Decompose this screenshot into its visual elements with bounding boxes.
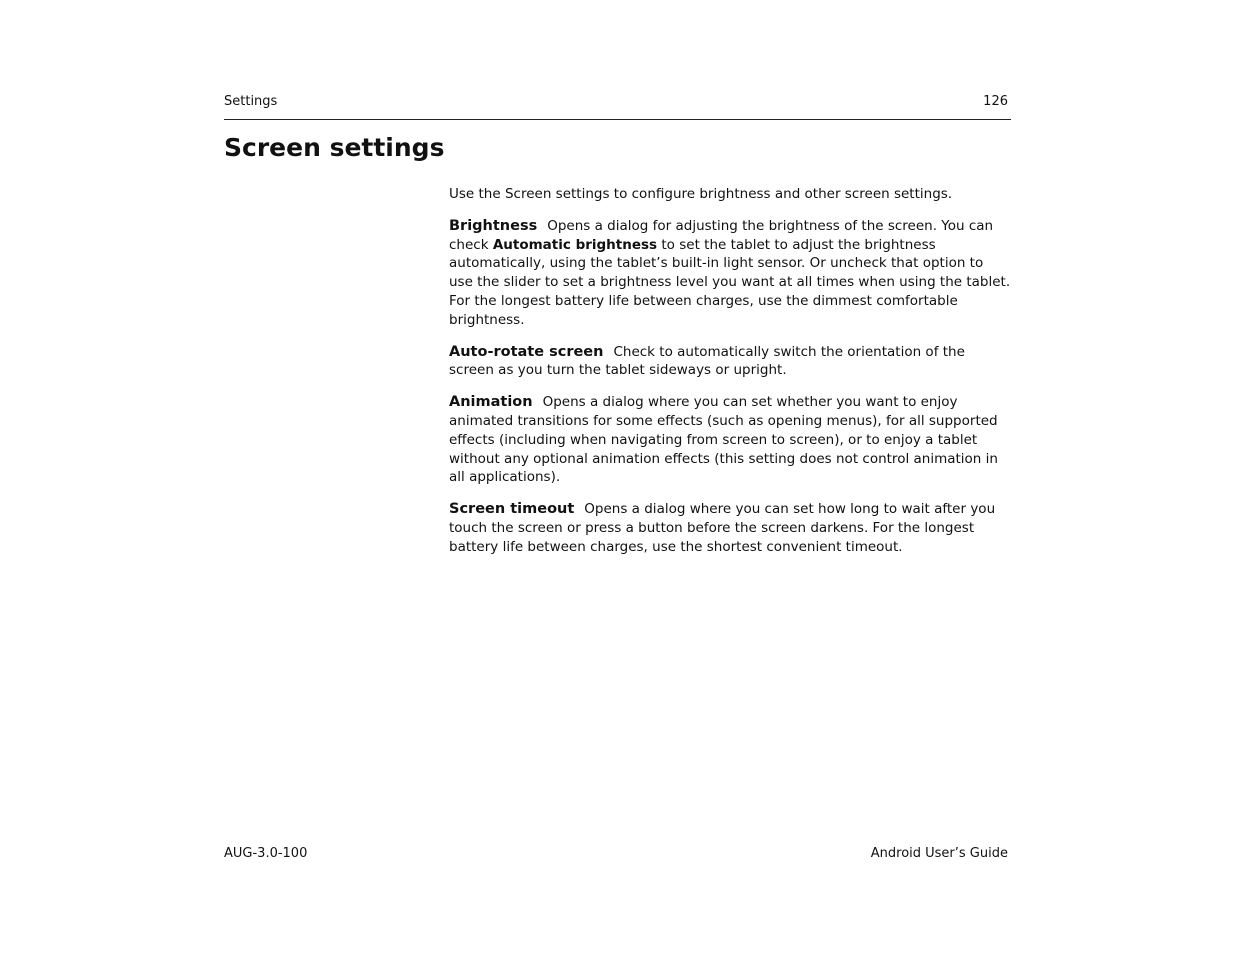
page-title: Screen settings — [224, 133, 445, 162]
entry-term: Screen timeout — [449, 501, 575, 518]
page-header — [224, 93, 1011, 120]
footer-doc-id: AUG-3.0-100 — [224, 846, 308, 861]
entry-brightness — [449, 217, 1011, 330]
entry-term: Brightness — [449, 217, 538, 234]
entry-text: Check to automatically switch the orientation of the screen as you turn the tablet sideways or upright. — [449, 343, 965, 379]
entry-auto-rotate-screen — [449, 343, 1011, 381]
footer-guide-name: Android User’s Guide — [870, 846, 1008, 861]
entry-term: Animation — [449, 394, 533, 411]
entry-text-before: Opens a dialog for adjusting the brightness of the screen. You can check — [449, 217, 994, 253]
header-section-name: Settings — [224, 94, 278, 109]
entry-inline-bold: Automatic brightness — [492, 236, 658, 253]
entry-screen-timeout — [449, 500, 1011, 556]
header-page-number: 126 — [983, 94, 1008, 109]
entry-text-after: to set the tablet to adjust the brightness automatically, using the tablet’s built-in light sensor. Or uncheck that option to use the slider to set a brightness level you want at all times when using the tablet. For the longest battery life between charges, use the dimmest comfortable brightness. — [449, 236, 1011, 328]
entry-text: Opens a dialog where you can set whether you want to enjoy animated transitions for some effects (such as opening menus), for all supported effects (including when navigating from screen to screen), or to enjoy a tablet without any optional animation effects (this setting does not control animation in all applications). — [449, 394, 998, 486]
entry-animation — [449, 393, 1011, 487]
entry-term: Auto-rotate screen — [449, 343, 604, 360]
intro-paragraph: Use the Screen settings to configure brightness and other screen settings. — [449, 186, 953, 202]
entry-text: Opens a dialog where you can set how long to wait after you touch the screen or press a button before the screen darkens. For the longest battery life between charges, use the shortest convenient timeout. — [449, 501, 996, 555]
body-content — [449, 185, 1011, 570]
